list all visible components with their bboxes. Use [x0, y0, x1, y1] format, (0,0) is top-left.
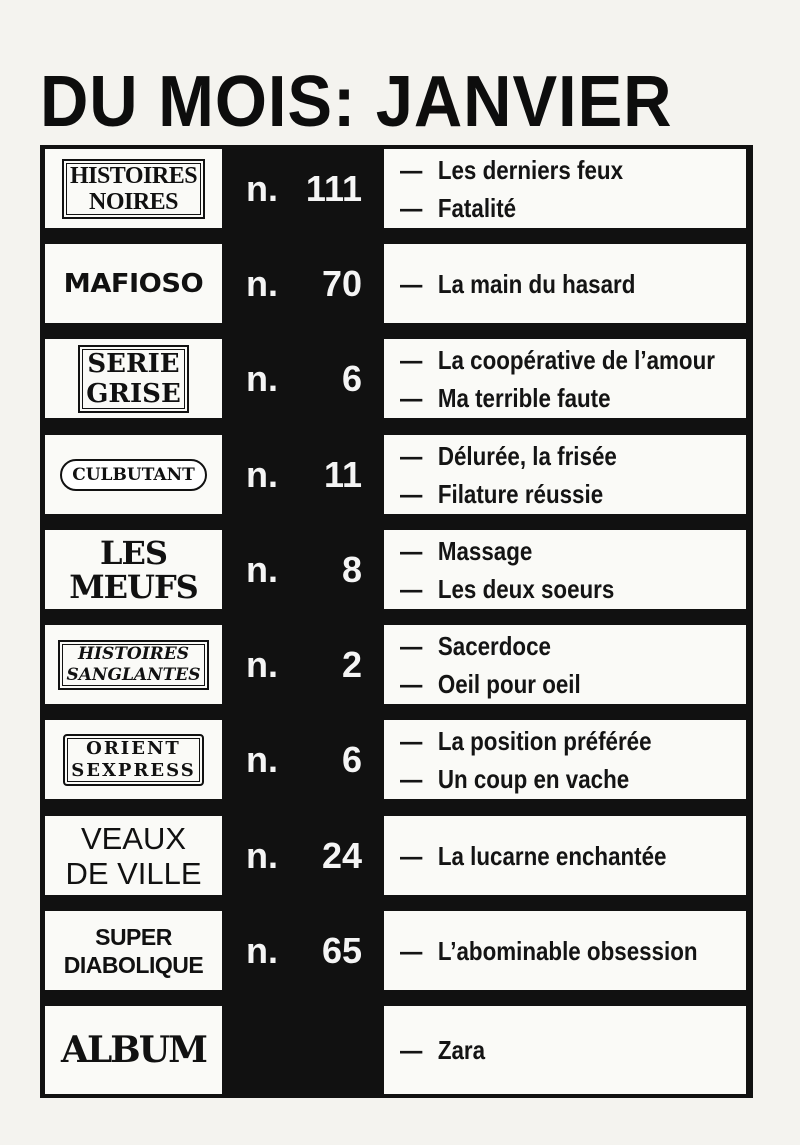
issue-prefix: n.: [246, 453, 278, 495]
dash-mark: —: [400, 192, 423, 223]
magazine-logo: [64, 923, 203, 979]
dash-mark: —: [400, 154, 423, 185]
magazine-logo: [65, 821, 201, 891]
dash-mark: —: [400, 478, 423, 509]
dash-mark: —: [400, 535, 423, 566]
magazine-logo: MAFIOSO: [63, 268, 204, 299]
story-title: [400, 341, 715, 379]
issue-prefix: n.: [246, 643, 278, 685]
magazine-logo-line: NOIRES: [88, 188, 179, 215]
story-text: Massage: [437, 535, 533, 566]
story-title: [400, 837, 698, 875]
issue-number: 8: [341, 548, 362, 590]
magazine-title-cell: [45, 149, 222, 228]
dash-mark: —: [400, 440, 423, 471]
table-row: [40, 526, 753, 613]
stories-cell: [384, 816, 746, 895]
story-text: Filature réussie: [437, 478, 604, 509]
stories-cell: [384, 1006, 746, 1094]
issue-number: 2: [341, 643, 362, 685]
dash-mark: —: [400, 268, 423, 299]
issue-number: 11: [323, 453, 362, 495]
magazine-title-cell: [45, 244, 222, 323]
story-text: La lucarne enchantée: [437, 840, 667, 871]
issue-number-cell: [226, 1002, 380, 1098]
issue-prefix: n.: [246, 357, 278, 399]
magazine-title-cell: [45, 339, 222, 418]
issue-number-cell: [226, 526, 380, 613]
magazine-logo-line: HISTOIRES: [69, 162, 198, 189]
stories-cell: [384, 720, 746, 799]
story-text: Les derniers feux: [437, 154, 624, 185]
magazine-logo: [58, 640, 208, 690]
story-title: [400, 151, 698, 189]
story-title: [400, 475, 698, 513]
magazine-logo-line: VEAUX: [80, 820, 187, 856]
magazine-logo-line: MEUFS: [69, 567, 198, 606]
issue-number: 111: [305, 167, 362, 209]
dash-mark: —: [400, 630, 423, 661]
story-title: [400, 379, 698, 417]
dash-mark: —: [400, 1035, 423, 1065]
stories-cell: [384, 625, 746, 704]
magazine-logo-line: SERIE: [87, 348, 180, 379]
issue-prefix: n.: [246, 262, 278, 304]
table-row: [40, 621, 753, 708]
magazine-title-cell: [45, 911, 222, 990]
dash-mark: —: [400, 935, 423, 966]
dash-mark: —: [400, 763, 423, 794]
story-title: [400, 189, 698, 227]
table-row: [40, 1002, 753, 1098]
issue-number-cell: [226, 907, 380, 994]
magazine-logo: [78, 345, 189, 413]
magazine-title-cell: [45, 1006, 222, 1094]
table-row: [40, 431, 753, 518]
magazine-logo-line: HISTOIRES: [77, 643, 190, 664]
story-text: Zara: [437, 1035, 486, 1065]
story-text: Sacerdoce: [437, 630, 551, 661]
magazine-logo-line: DE VILLE: [65, 855, 202, 891]
story-title: [400, 722, 698, 760]
issue-number: 6: [341, 357, 362, 399]
magazine-logo: CULBUTANT: [60, 459, 207, 491]
story-text: Délurée, la frisée: [437, 440, 617, 471]
stories-cell: [384, 339, 746, 418]
issue-number-cell: [226, 240, 380, 327]
story-text: La position préférée: [437, 725, 652, 756]
story-text: Un coup en vache: [437, 763, 630, 794]
story-text: Fatalité: [437, 192, 517, 223]
page-title: DU MOIS: JANVIER: [40, 62, 673, 142]
releases-table: [40, 145, 753, 1098]
issue-number: 6: [341, 738, 362, 780]
dash-mark: —: [400, 344, 423, 375]
story-title: [400, 627, 698, 665]
table-row: [40, 240, 753, 327]
dash-mark: —: [400, 382, 423, 413]
issue-prefix: n.: [246, 834, 278, 876]
table-row: [40, 335, 753, 422]
story-title: [400, 532, 698, 570]
story-title: [400, 570, 698, 608]
story-text: La coopérative de l’amour: [437, 344, 715, 375]
story-title: [400, 665, 698, 703]
magazine-title-cell: [45, 720, 222, 799]
story-text: Ma terrible faute: [437, 382, 611, 413]
magazine-title-cell: [45, 816, 222, 895]
magazine-title-cell: [45, 530, 222, 609]
story-title: [400, 437, 698, 475]
issue-number-cell: [226, 812, 380, 899]
magazine-logo: [63, 734, 204, 786]
issue-number-cell: [226, 335, 380, 422]
magazine-logo: [69, 533, 198, 606]
story-title: [400, 932, 698, 970]
magazine-logo-line: ORIENT: [86, 737, 181, 759]
issue-prefix: n.: [246, 738, 278, 780]
story-text: Les deux soeurs: [437, 573, 615, 604]
issue-number: 70: [321, 262, 362, 304]
story-title: [400, 760, 698, 798]
magazine-logo: [62, 159, 205, 219]
dash-mark: —: [400, 725, 423, 756]
issue-number: 24: [321, 834, 362, 876]
dash-mark: —: [400, 573, 423, 604]
table-row: [40, 145, 753, 232]
magazine-title-cell: [45, 435, 222, 514]
issue-number-cell: [226, 431, 380, 518]
table-row: [40, 907, 753, 994]
issue-number-cell: [226, 716, 380, 803]
story-text: Oeil pour oeil: [437, 668, 581, 699]
magazine-logo-line: DIABOLIQUE: [63, 951, 204, 978]
stories-cell: [384, 149, 746, 228]
story-title: [400, 1031, 698, 1069]
magazine-logo-line: SEXPRESS: [71, 759, 196, 781]
story-text: L’abominable obsession: [437, 935, 698, 966]
magazine-logo-line: GRISE: [86, 378, 181, 409]
issue-prefix: n.: [246, 548, 278, 590]
magazine-logo-line: SANGLANTES: [66, 664, 201, 685]
stories-cell: [384, 530, 746, 609]
story-title: [400, 265, 698, 303]
table-row: [40, 812, 753, 899]
stories-cell: [384, 911, 746, 990]
issue-prefix: n.: [246, 167, 278, 209]
table-row: [40, 716, 753, 803]
dash-mark: —: [400, 668, 423, 699]
dash-mark: —: [400, 840, 423, 871]
issue-number: 65: [321, 929, 362, 971]
issue-number-cell: [226, 145, 380, 232]
stories-cell: [384, 244, 746, 323]
issue-prefix: n.: [246, 929, 278, 971]
magazine-title-cell: [45, 625, 222, 704]
magazine-logo: ALBUM: [61, 1029, 206, 1071]
issue-number-cell: [226, 621, 380, 708]
magazine-logo-line: LES: [99, 533, 167, 572]
story-text: La main du hasard: [437, 268, 636, 299]
magazine-logo-line: SUPER: [95, 923, 172, 950]
stories-cell: [384, 435, 746, 514]
